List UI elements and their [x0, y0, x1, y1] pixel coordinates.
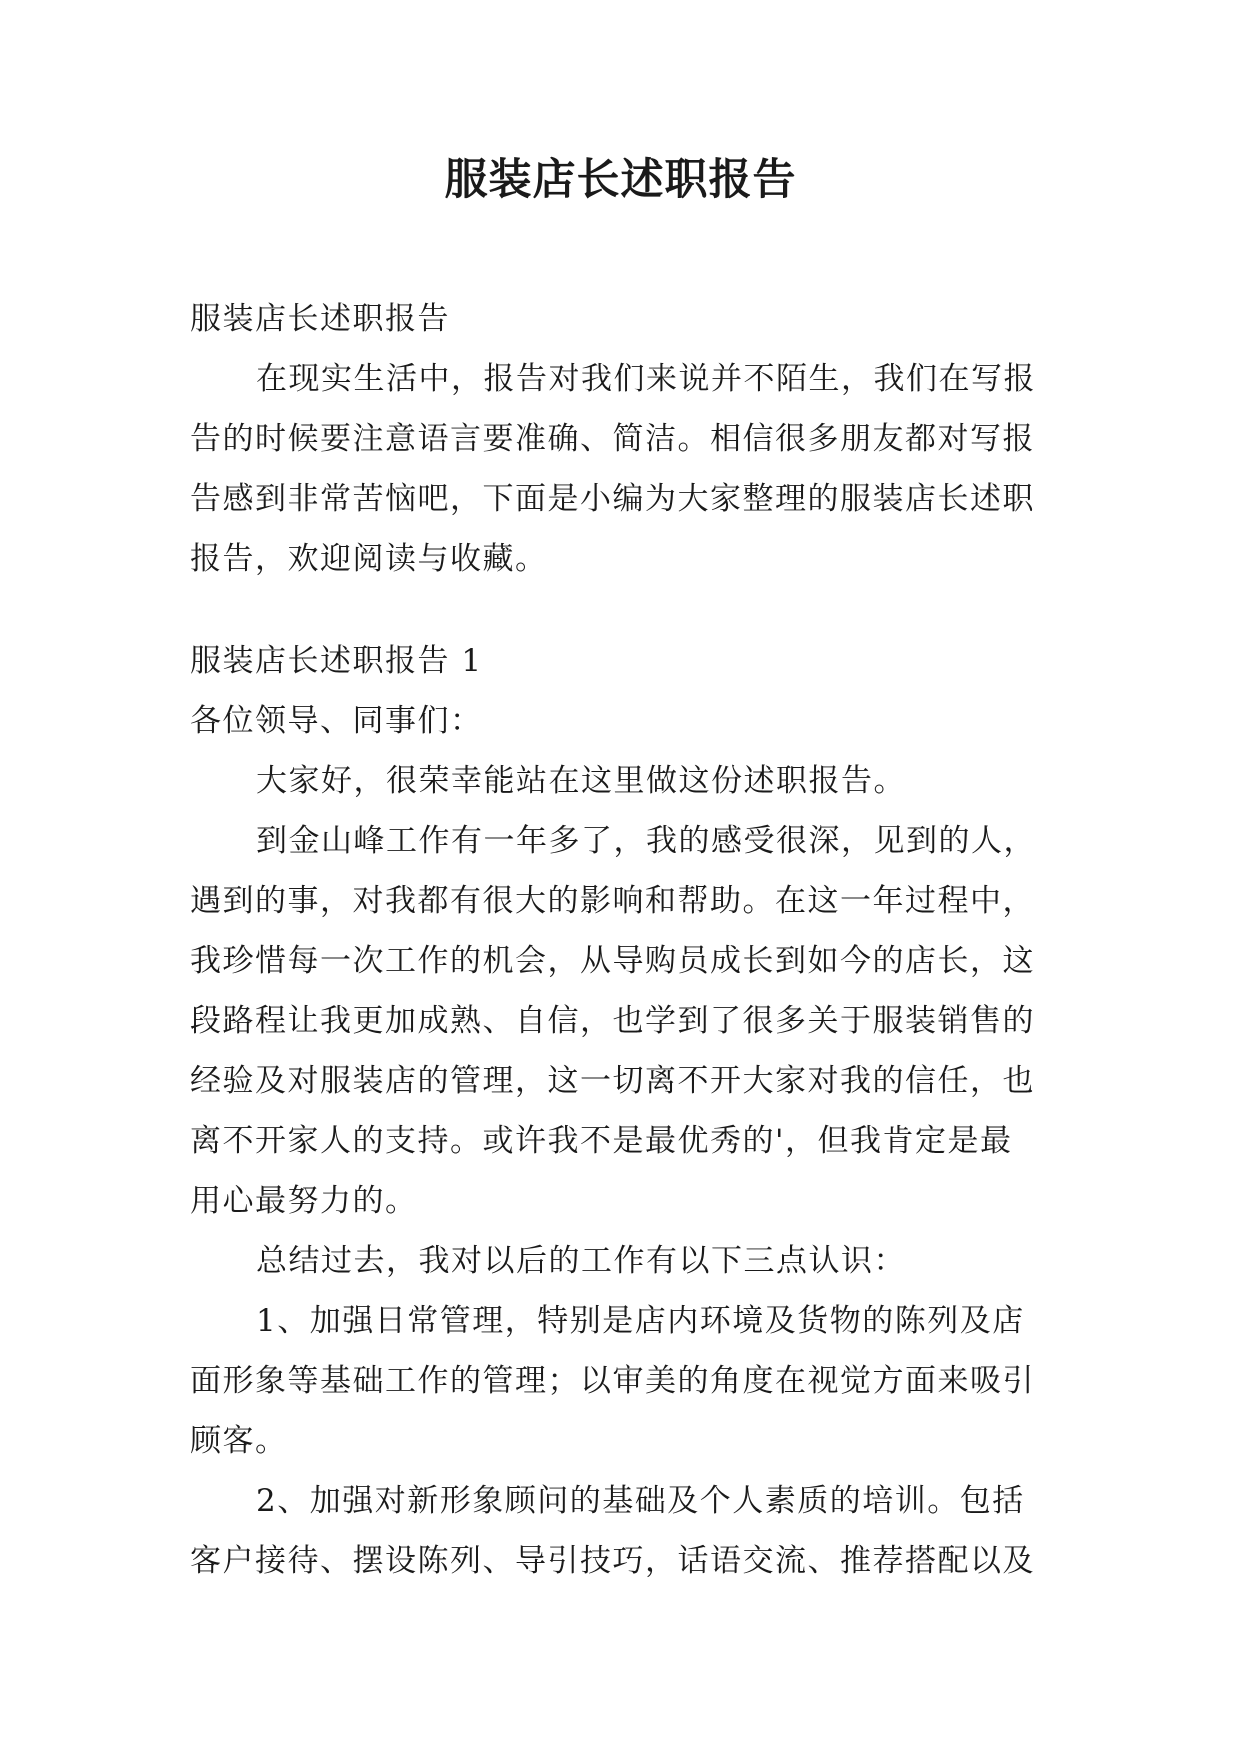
intro-line: 报告，欢迎阅读与收藏。	[190, 541, 548, 577]
paragraph-line: 遇到的事，对我都有很大的影响和帮助。在这一年过程中，	[190, 883, 1035, 919]
list-item-1	[190, 1291, 1060, 1471]
paragraph-experience	[190, 811, 1060, 1231]
section-heading: 服装店长述职报告 1	[190, 643, 483, 679]
paragraph-line: 经验及对服装店的管理，这一切离不开大家对我的信任，也	[190, 1063, 1035, 1099]
intro-paragraph	[190, 349, 1060, 589]
document-title: 服装店长述职报告	[444, 155, 797, 205]
subtitle: 服装店长述职报告	[190, 301, 450, 337]
paragraph-line: 我珍惜每一次工作的机会，从导购员成长到如今的店长，这	[190, 943, 1035, 979]
intro-line: 告感到非常苦恼吧，下面是小编为大家整理的服装店长述职	[190, 481, 1035, 517]
intro-line: 告的时候要注意语言要准确、简洁。相信很多朋友都对写报	[190, 421, 1035, 457]
list-item-line: 顾客。	[190, 1423, 288, 1459]
list-item-line: 2、加强对新形象顾问的基础及个人素质的培训。包括	[256, 1483, 1025, 1519]
section-gap	[190, 589, 1060, 631]
paragraph-line: 到金山峰工作有一年多了，我的感受很深，见到的人，	[256, 823, 1036, 859]
paragraph-line: 用心最努力的。	[190, 1183, 418, 1219]
paragraph-line: 段路程让我更加成熟、自信，也学到了很多关于服装销售的	[190, 1003, 1035, 1039]
list-item-line: 客户接待、摆设陈列、导引技巧，话语交流、推荐搭配以及	[190, 1543, 1035, 1579]
greeting: 大家好，很荣幸能站在这里做这份述职报告。	[256, 763, 906, 799]
intro-line: 在现实生活中，报告对我们来说并不陌生，我们在写报	[256, 361, 1036, 397]
document-body	[190, 289, 1060, 1591]
salutation: 各位领导、同事们：	[190, 703, 483, 739]
list-item-line: 1、加强日常管理，特别是店内环境及货物的陈列及店	[256, 1303, 1025, 1339]
list-item-2	[190, 1471, 1060, 1591]
paragraph-summary: 总结过去，我对以后的工作有以下三点认识：	[256, 1243, 906, 1279]
list-item-line: 面形象等基础工作的管理；以审美的角度在视觉方面来吸引	[190, 1363, 1035, 1399]
paragraph-line: 离不开家人的支持。或许我不是最优秀的'，但我肯定是最	[190, 1123, 1013, 1159]
